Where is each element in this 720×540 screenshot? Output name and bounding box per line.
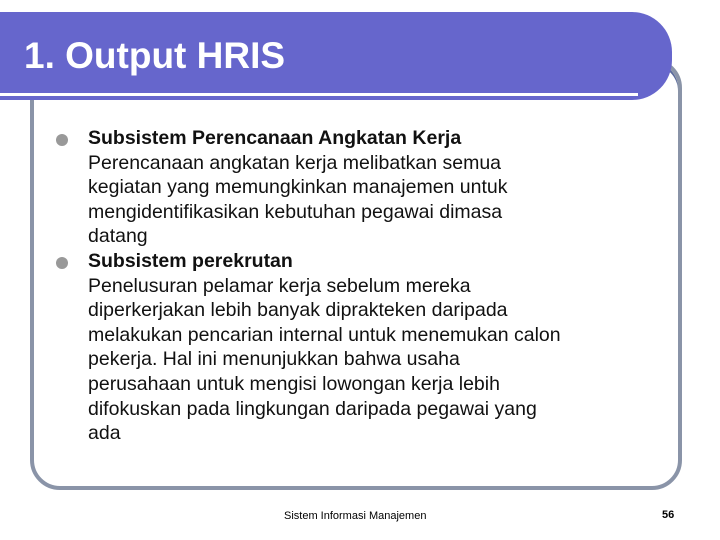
bullet-heading: Subsistem perekrutan — [88, 249, 293, 272]
slide-title: 1. Output HRIS — [24, 35, 286, 76]
bullet-item — [56, 126, 666, 249]
footer-text: Sistem Informasi Manajemen — [284, 510, 427, 522]
bullet-body: Perencanaan angkatan kerja melibatkan semua kegiatan yang memungkinkan manajemen untuk mengidentifikasikan kebutuhan pegawai dimasa datang — [88, 151, 508, 248]
bullet-item — [56, 249, 666, 446]
bullet-dot-icon — [56, 134, 68, 146]
bullet-dot-icon — [56, 257, 68, 269]
page-number: 56 — [662, 509, 675, 521]
bullet-body: Penelusuran pelamar kerja sebelum mereka diperkerjakan lebih banyak diprakteken daripada melakukan pencarian internal untuk menemukan calon pekerja. Hal ini menunjukkan bahwa usaha perusahaan untuk mengisi lowongan kerja lebih difokuskan pada lingkungan daripada pegawai yang ada — [88, 274, 561, 445]
slide-content — [56, 126, 666, 446]
bullet-heading: Subsistem Perencanaan Angkatan Kerja — [88, 127, 462, 149]
title-underline — [0, 93, 638, 96]
